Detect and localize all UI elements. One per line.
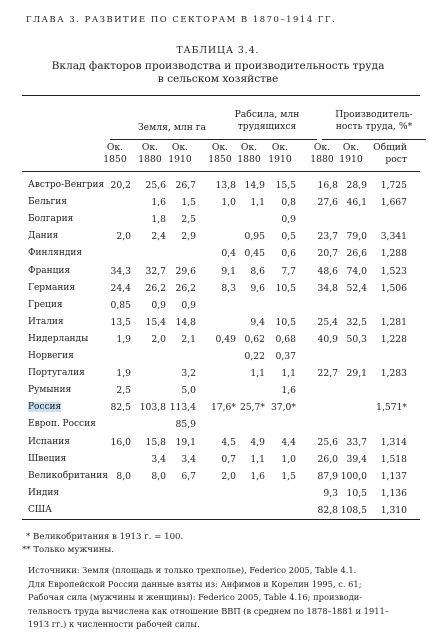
- table-cell: 3,4: [181, 453, 196, 465]
- table-cell: 16,0: [110, 436, 131, 448]
- table-cell: 9,3: [323, 487, 338, 499]
- row-label: Италия: [28, 316, 64, 327]
- table-cell: 26,7: [175, 180, 196, 191]
- table-title-line-1: Вклад факторов производства и производительность труда: [51, 60, 385, 72]
- table-row: [0, 317, 436, 335]
- footnote-1: * Великобритания в 1913 г. = 100.: [26, 532, 184, 542]
- table-row: [0, 334, 436, 352]
- table-cell: 26,6: [346, 248, 367, 260]
- column-subheader: Ок. 1880: [237, 142, 261, 165]
- table-row: [0, 231, 436, 249]
- table-cell: 17,6*: [210, 402, 236, 414]
- table-cell: 46,1: [346, 197, 367, 209]
- table-cell: 9,4: [250, 316, 265, 328]
- table-row: [0, 505, 436, 523]
- table-row: [0, 248, 436, 266]
- column-subheader: Ок. 1850: [103, 142, 127, 165]
- table-cell: 39,4: [346, 453, 367, 465]
- sources-line: 1913 гг.) к численности рабочей силы.: [28, 619, 200, 630]
- table-cell: 29,6: [175, 265, 196, 277]
- table-cell: 25,4: [317, 316, 338, 328]
- footnote-2: ** Только мужчины.: [22, 545, 115, 555]
- column-subheader: Ок. 1910: [339, 142, 363, 165]
- sources-line: Рабочая сила (мужчины и женщины): Federico 2005, Table 4.16; производи-: [28, 592, 363, 603]
- table-title: [0, 60, 436, 86]
- table-cell: 1,136: [380, 487, 407, 499]
- sources-line: тельность труда вычислена как отношение ВВП (в среднем по 1878–1881 и 1911–: [28, 605, 389, 616]
- table-cell: 19,1: [175, 436, 196, 448]
- row-label: Великобритания: [28, 470, 108, 481]
- table-cell: 26,2: [145, 282, 166, 294]
- bottom-rule: [22, 519, 420, 520]
- table-cell: 9,1: [221, 265, 236, 277]
- top-rule: [22, 95, 420, 96]
- table-cell: 1,8: [151, 214, 166, 226]
- table-cell: 1,725: [380, 180, 407, 191]
- table-cell: 27,6: [317, 197, 338, 209]
- table-cell: 1,283: [380, 368, 407, 380]
- group-header-productivity: Производитель- ность труда, %*: [335, 109, 413, 132]
- table-cell: 29,1: [346, 368, 367, 380]
- row-label: Болгария: [28, 214, 74, 225]
- table-cell: 0,4: [221, 248, 236, 260]
- column-subheader: Ок. 1880: [310, 142, 334, 165]
- table-cell: 0,68: [275, 333, 296, 345]
- table-cell: 0,22: [244, 351, 265, 362]
- table-cell: 2,5: [116, 385, 131, 397]
- row-label: Швеция: [28, 453, 67, 464]
- table-cell: 25,6: [145, 180, 166, 191]
- table-cell: 25,6: [317, 436, 338, 448]
- table-cell: 48,6: [317, 265, 338, 277]
- table-cell: 26,0: [317, 453, 338, 465]
- table-cell: 4,9: [250, 436, 265, 448]
- table-cell: 34,3: [110, 265, 131, 277]
- table-row: [0, 214, 436, 232]
- row-label: США: [28, 504, 52, 515]
- table-cell: 3,4: [151, 453, 166, 465]
- table-cell: 0,45: [244, 248, 265, 260]
- sources-line: Источники: Земля (площадь и только трехполье), Federico 2005, Table 4.1.: [28, 565, 357, 575]
- table-cell: 1,6: [151, 197, 166, 209]
- table-cell: 16,8: [317, 180, 338, 191]
- table-cell: 3,2: [181, 368, 196, 380]
- table-cell: 2,9: [181, 231, 196, 243]
- table-cell: 52,4: [346, 282, 367, 294]
- table-cell: 1,1: [281, 368, 296, 380]
- table-cell: 2,0: [151, 333, 166, 345]
- table-cell: 1,1: [250, 197, 265, 209]
- table-cell: 15,4: [145, 316, 166, 328]
- table-cell: 1,314: [380, 436, 407, 448]
- table-cell: 8,3: [221, 282, 236, 294]
- table-cell: 32,7: [145, 265, 166, 277]
- row-label: Россия: [28, 402, 62, 413]
- table-row: [0, 368, 436, 386]
- table-cell: 1,228: [380, 333, 407, 345]
- table-cell: 10,5: [346, 487, 367, 499]
- table-row: [0, 266, 436, 284]
- table-cell: 8,0: [151, 470, 166, 482]
- row-label: Дания: [28, 231, 59, 242]
- table-cell: 2,0: [221, 470, 236, 482]
- table-cell: 1,523: [380, 265, 407, 277]
- row-label: Португалия: [28, 368, 85, 379]
- table-cell: 1,506: [380, 282, 407, 294]
- table-cell: 7,7: [281, 265, 296, 277]
- table-cell: 1,5: [181, 197, 196, 209]
- table-cell: 37,0*: [270, 402, 296, 414]
- table-cell: 103,8: [139, 402, 166, 414]
- table-cell: 2,5: [181, 214, 196, 226]
- table-row: [0, 351, 436, 369]
- table-row: [0, 437, 436, 455]
- table-cell: 0,6: [281, 248, 296, 260]
- table-cell: 1,281: [380, 316, 407, 328]
- table-row: [0, 300, 436, 318]
- table-cell: 1,9: [116, 368, 131, 380]
- column-subheader: Ок. 1880: [138, 142, 162, 165]
- row-label: Норвегия: [28, 351, 74, 361]
- table-cell: 0,62: [244, 333, 265, 345]
- row-label: Франция: [28, 265, 71, 276]
- table-cell: 87,9: [317, 470, 338, 482]
- table-cell: 24,4: [110, 282, 131, 294]
- table-cell: 32,5: [346, 316, 367, 328]
- table-cell: 0,37: [275, 351, 296, 362]
- table-cell: 82,8: [317, 504, 338, 516]
- table-cell: 22,7: [317, 368, 338, 380]
- row-label: Германия: [28, 282, 76, 293]
- table-cell: 1,1: [250, 453, 265, 465]
- table-cell: 13,8: [215, 180, 236, 191]
- table-cell: 40,9: [317, 333, 338, 345]
- table-cell: 26,2: [175, 282, 196, 294]
- row-label: Австро-Венгрия: [28, 180, 105, 190]
- row-label: Нидерланды: [28, 333, 89, 344]
- row-label: Индия: [28, 487, 60, 498]
- table-cell: 1,9: [116, 333, 131, 345]
- row-label: Европ. Россия: [28, 419, 96, 430]
- table-cell: 14,9: [244, 180, 265, 191]
- table-cell: 15,5: [275, 180, 296, 191]
- table-cell: 2,1: [181, 333, 196, 345]
- table-cell: 14,8: [175, 316, 196, 328]
- header-rule: [22, 171, 420, 172]
- table-cell: 23,7: [317, 231, 338, 243]
- table-cell: 79,0: [346, 231, 367, 243]
- table-cell: 28,9: [346, 180, 367, 191]
- table-cell: 20,2: [110, 180, 131, 191]
- table-cell: 0,9: [151, 299, 166, 311]
- row-label: Греция: [28, 299, 63, 310]
- table-cell: 5,0: [181, 385, 196, 397]
- table-cell: 1,1: [250, 368, 265, 380]
- table-cell: 1,6: [250, 470, 265, 482]
- table-cell: 85,9: [175, 419, 196, 431]
- table-cell: 25,7*: [239, 402, 265, 414]
- column-subheader: Ок. 1850: [208, 142, 232, 165]
- table-cell: 0,5: [281, 231, 296, 243]
- table-title-line-2: в сельском хозяйстве: [157, 73, 279, 85]
- table-cell: 1,5: [281, 470, 296, 482]
- running-head: ГЛАВА 3. РАЗВИТИЕ ПО СЕКТОРАМ В 1870–1914 ГГ.: [26, 14, 337, 24]
- table-cell: 2,4: [151, 231, 166, 243]
- table-row: [0, 454, 436, 472]
- table-cell: 34,8: [317, 282, 338, 294]
- table-cell: 0,9: [181, 299, 196, 311]
- table-row: [0, 419, 436, 437]
- row-label: Румыния: [28, 385, 72, 396]
- table-cell: 82,5: [110, 402, 131, 414]
- column-subheader: Ок. 1910: [168, 142, 192, 165]
- table-cell: 1,288: [380, 248, 407, 260]
- sources-note: [28, 564, 424, 632]
- table-cell: 3,341: [380, 231, 407, 243]
- table-cell: 1,0: [221, 197, 236, 209]
- table-cell: 15,8: [145, 436, 166, 448]
- table-cell: 2,0: [116, 231, 131, 243]
- table-cell: 4,5: [221, 436, 236, 448]
- table-cell: 8,6: [250, 265, 265, 277]
- row-label: Бельгия: [28, 197, 67, 208]
- group-rule-productivity: [322, 139, 426, 140]
- table-cell: 0,9: [281, 214, 296, 226]
- table-cell: 20,7: [317, 248, 338, 260]
- table-row: [0, 283, 436, 301]
- table-cell: 113,4: [169, 402, 196, 414]
- table-row: [0, 488, 436, 506]
- table-cell: 0,95: [244, 231, 265, 243]
- group-header-land: Земля, млн га: [137, 122, 207, 133]
- table-cell: 1,518: [380, 453, 407, 465]
- table-row: [0, 197, 436, 215]
- table-cell: 4,4: [281, 436, 296, 448]
- table-cell: 1,6: [281, 385, 296, 397]
- column-subheader: Общий рост: [373, 142, 407, 165]
- table-cell: 1,571*: [376, 402, 407, 414]
- table-cell: 50,3: [346, 333, 367, 345]
- row-label: Финляндия: [28, 248, 83, 259]
- table-cell: 1,137: [380, 470, 407, 482]
- table-cell: 33,7: [346, 436, 367, 448]
- group-rule-labor: [213, 139, 317, 140]
- row-label: Испания: [28, 436, 70, 447]
- table-cell: 0,49: [215, 333, 236, 345]
- table-cell: 0,8: [281, 197, 296, 209]
- table-row: [0, 180, 436, 198]
- column-subheader: Ок. 1910: [268, 142, 292, 165]
- table-cell: 0,85: [110, 299, 131, 311]
- table-cell: 100,0: [340, 470, 367, 482]
- table-cell: 1,0: [281, 453, 296, 465]
- table-number: ТАБЛИЦА 3.4.: [176, 45, 260, 56]
- table-cell: 6,7: [181, 470, 196, 482]
- table-cell: 1,310: [380, 504, 407, 516]
- table-cell: 9,6: [250, 282, 265, 294]
- table-cell: 8,0: [116, 470, 131, 482]
- table-cell: 108,5: [340, 504, 367, 516]
- table-row: [0, 402, 436, 420]
- table-cell: 0,7: [221, 453, 236, 465]
- table-row: [0, 471, 436, 489]
- sources-line: Для Европейской России данные взяты из: Анфимов и Корелин 1995, с. 61;: [28, 578, 362, 589]
- table-cell: 10,5: [275, 282, 296, 294]
- table-cell: 13,5: [110, 316, 131, 328]
- table-cell: 1,667: [380, 197, 407, 209]
- table-cell: 74,0: [346, 265, 367, 277]
- table-cell: 10,5: [275, 316, 296, 328]
- group-header-labor: Рабсила, млн трудящихся: [234, 109, 300, 132]
- table-row: [0, 385, 436, 403]
